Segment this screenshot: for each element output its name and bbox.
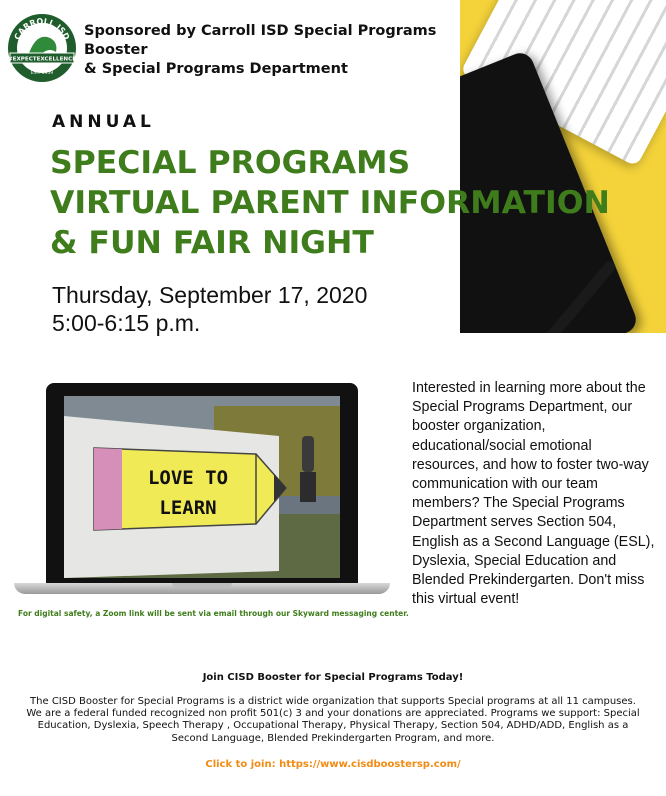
laptop-image — [46, 383, 358, 583]
love-to-learn-scene — [64, 396, 340, 578]
header-photo — [460, 0, 666, 333]
pencil-eraser — [94, 448, 122, 530]
logo-banner-text: #EXPECTEXCELLENCE — [7, 56, 77, 63]
laptop-notch — [172, 583, 232, 588]
join-link-line — [0, 759, 666, 770]
person-legs — [300, 472, 316, 502]
logo-est-text: EST. 1959 — [30, 71, 54, 76]
love-to-learn-photo — [64, 396, 340, 578]
sign-text-line-2: LEARN — [159, 497, 217, 519]
headline-line-1: SPECIAL PROGRAMS — [50, 145, 411, 181]
headline-line-2: VIRTUAL PARENT INFORMATION — [50, 185, 610, 221]
sponsor-line-2: & Special Programs Department — [84, 61, 348, 77]
event-time: 5:00-6:15 p.m. — [52, 310, 201, 336]
annual-kicker: ANNUAL — [52, 112, 155, 132]
booster-about: The CISD Booster for Special Programs is a district wide organization that supports Special programs at all 11 campuses. We are a federal funded recognized non profit 501(c) 3 and your donations are appreciated. Programs we support: Special Education, Dyslexia, Speech Therapy , Occupational Therapy, Physical Therapy, Section 504, ADHD/ADD, English as a Second Language, Blended Prekindergarten Program, and more. — [26, 696, 640, 744]
booster-website-link[interactable]: https://www.cisdboostersp.com/ — [279, 759, 461, 770]
headline-line-3: & FUN FAIR NIGHT — [50, 225, 374, 261]
sign-text-line-1: LOVE TO — [147, 467, 229, 489]
event-date: Thursday, September 17, 2020 — [52, 282, 368, 308]
intro-paragraph: Interested in learning more about the Special Programs Department, our booster organization, educational/social emotional resources, and how to foster two-way communication with our team members? The Special Programs Department serves Section 504, English as a Second Language (ESL), Dyslexia, Special Education and Blended Prekindergarten. Don't miss this virtual event! — [412, 380, 655, 608]
booster-title: Join CISD Booster for Special Programs Today! — [202, 672, 464, 683]
sponsor-heading — [84, 22, 464, 79]
join-label: Click to join: — [205, 759, 276, 770]
sponsor-line-1: Sponsored by Carroll ISD Special Programs Booster — [84, 23, 437, 58]
zoom-caption: For digital safety, a Zoom link will be sent via email through our Skyward messaging center. — [18, 609, 409, 618]
logo-ring-text: CARROLL ISD — [12, 16, 72, 42]
person-figure — [302, 436, 314, 472]
carroll-isd-logo — [6, 12, 78, 84]
